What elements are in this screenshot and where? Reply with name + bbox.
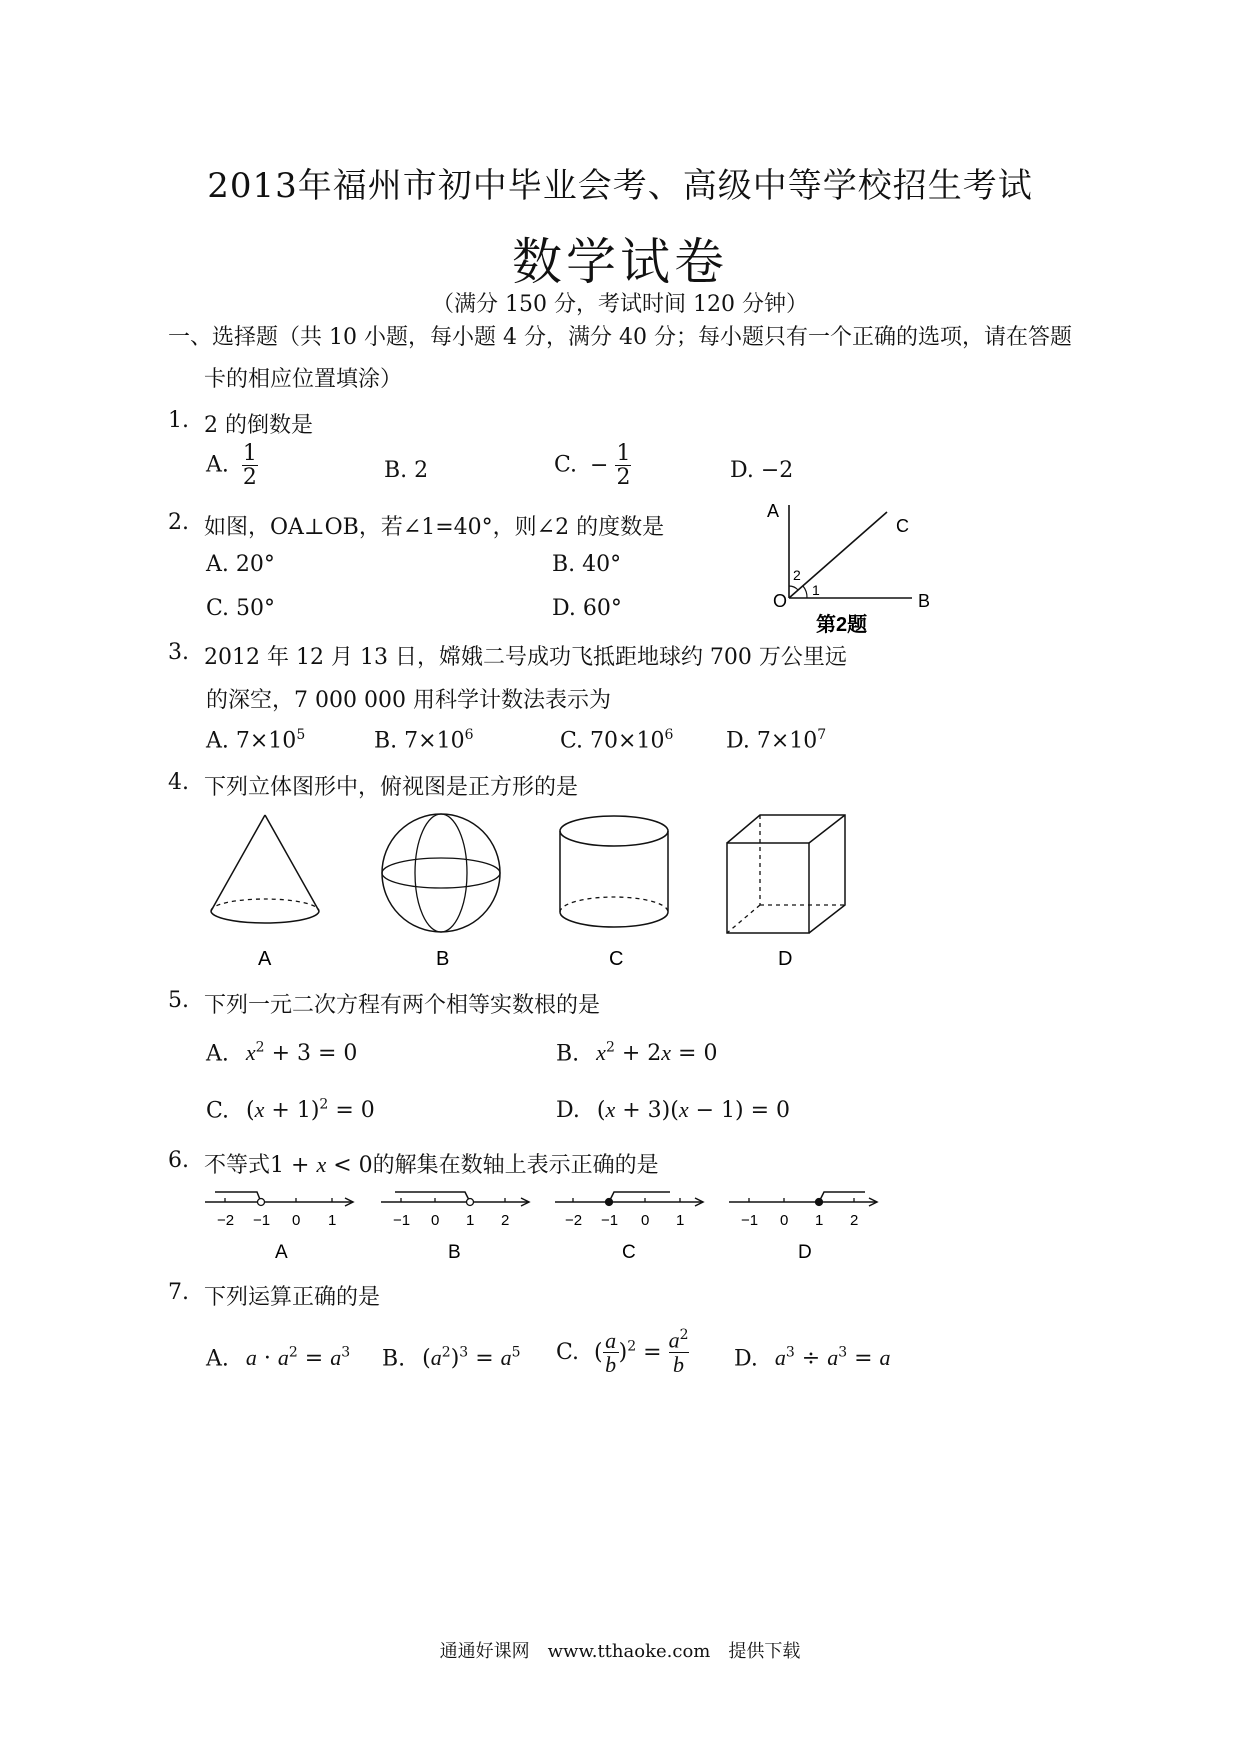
q3-option-d <box>726 727 826 753</box>
q3-a-exponent: 5 <box>296 727 306 743</box>
q7-option-c: C. ( $\frac{a}{b}$ )$^2$ = $\frac{a^2}{b}$ <box>556 1327 689 1378</box>
q1-a-label: A. <box>206 452 229 478</box>
subject-title: 数学试卷 <box>512 233 728 291</box>
tick-label: −1 <box>253 1212 271 1229</box>
q1-option-a <box>206 442 258 489</box>
q1-a-fraction <box>242 442 258 489</box>
number-line-b <box>381 1192 529 1263</box>
q7-option-a: A. $a \cdot a^2 = a^3$ <box>206 1345 351 1372</box>
q3-b-base: B. 7×10 <box>374 728 465 754</box>
section-heading-line2: 卡的相应位置填涂） <box>204 367 403 392</box>
q4-label-a: A <box>258 948 272 970</box>
q5-number: 5. <box>168 988 189 1013</box>
tick-label: 0 <box>431 1212 440 1229</box>
label-angle-2: 2 <box>793 567 801 583</box>
number-line-c <box>555 1192 703 1263</box>
q5-b-label: B. <box>556 1041 580 1067</box>
q2-option-b: B. 40° <box>552 552 622 577</box>
tick-label: −2 <box>565 1212 583 1229</box>
q6-stem: 不等式1 + x < 0的解集在数轴上表示正确的是 <box>204 1152 659 1178</box>
tick-label: −1 <box>601 1212 619 1229</box>
q1-c-fraction <box>615 442 631 489</box>
q3-option-c <box>560 727 673 753</box>
q4-label-d: D <box>778 948 793 970</box>
ray-oc <box>789 512 887 598</box>
q2-option-c: C. 50° <box>206 596 276 621</box>
cube-figure <box>727 815 845 933</box>
q2-number: 2. <box>168 510 189 535</box>
q7-option-b: B. $(a^2)^3 = a^5$ <box>382 1345 521 1372</box>
figure-caption: 第2题 <box>816 614 868 636</box>
q2-stem: 如图，OA⊥OB，若∠1=40°，则∠2 的度数是 <box>204 515 665 540</box>
exam-title: 2013年福州市初中毕业会考、高级中等学校招生考试 <box>207 166 1033 206</box>
sphere-figure <box>382 814 500 932</box>
tick-label: 2 <box>850 1212 859 1229</box>
exam-note: （满分 150 分，考试时间 120 分钟） <box>432 292 808 317</box>
q6-number: 6. <box>168 1148 189 1173</box>
label-b: B <box>918 591 931 611</box>
angle-2-arc <box>789 586 798 590</box>
q4-label-c: C <box>609 948 624 970</box>
tick-label: −1 <box>741 1212 759 1229</box>
q1-c-label: C. <box>554 452 578 478</box>
q4-solids-figure <box>195 805 895 975</box>
q1-option-c <box>554 442 631 489</box>
cone-figure <box>211 815 319 923</box>
tick-label: 1 <box>815 1212 824 1229</box>
q5-option-d: D. (x + 3)(x − 1) = 0 <box>556 1097 790 1123</box>
tick-label: 1 <box>676 1212 685 1229</box>
q6-label-c: C <box>622 1242 636 1263</box>
q2-option-d: D. 60° <box>552 596 622 621</box>
q5-option-b: B. $x^2 + 2x = 0$ <box>556 1040 718 1067</box>
q3-c-base: C. 70×10 <box>560 728 665 754</box>
q1-a-numerator: 1 <box>242 441 257 466</box>
tick-label: 0 <box>780 1212 789 1229</box>
q3-option-b <box>374 727 474 753</box>
tick-label: −1 <box>393 1212 411 1229</box>
q6-number-lines <box>195 1180 915 1270</box>
tick-label: 2 <box>501 1212 510 1229</box>
q1-c-numerator: 1 <box>616 441 631 466</box>
tick-label: 0 <box>292 1212 301 1229</box>
q7-c-label: C. <box>556 1339 580 1365</box>
tick-label: 1 <box>466 1212 475 1229</box>
tick-label: −2 <box>217 1212 235 1229</box>
q1-option-b: B. 2 <box>384 458 429 483</box>
q7-a-label: A. <box>206 1346 229 1372</box>
q7-number: 7. <box>168 1280 189 1305</box>
footer-source: 通通好课网 www.tthaoke.com 提供下载 <box>439 1641 801 1662</box>
q1-stem: 2 的倒数是 <box>204 413 313 438</box>
q1-option-d: D. −2 <box>730 458 794 483</box>
q5-c-label: C. <box>206 1098 230 1124</box>
q5-d-label: D. <box>556 1098 580 1123</box>
q4-label-b: B <box>436 948 450 970</box>
q4-number: 4. <box>168 770 189 795</box>
q3-option-a <box>206 727 305 753</box>
q6-stem-post: 的解集在数轴上表示正确的是 <box>372 1153 659 1178</box>
q1-c-denominator: 2 <box>616 465 631 491</box>
number-line-d <box>729 1192 877 1263</box>
q5-option-a: A. $x^2 + 3 = 0$ <box>206 1040 358 1067</box>
section-heading-line1: 一、选择题（共 10 小题，每小题 4 分，满分 40 分；每小题只有一个正确的选项，请在答题 <box>168 325 1072 350</box>
q5-stem: 下列一元二次方程有两个相等实数根的是 <box>204 993 601 1018</box>
q3-b-exponent: 6 <box>464 727 474 743</box>
q3-number: 3. <box>168 640 189 665</box>
q7-stem: 下列运算正确的是 <box>204 1285 381 1310</box>
q3-a-base: A. 7×10 <box>206 728 297 754</box>
label-a: A <box>767 501 780 521</box>
q7-b-label: B. <box>382 1346 406 1372</box>
q2-figure <box>760 495 950 645</box>
tick-label: 1 <box>328 1212 337 1229</box>
q5-option-c: C. $(x + 1)^2 = 0$ <box>206 1097 375 1124</box>
q3-stem-line2: 的深空，7 000 000 用科学计数法表示为 <box>206 688 611 713</box>
label-o: O <box>773 591 788 611</box>
q7-option-d: D. $a^3 \div a^3 = a$ <box>734 1345 891 1372</box>
q6-stem-pre: 不等式 <box>204 1153 271 1178</box>
tick-label: 0 <box>641 1212 650 1229</box>
angle-1-arc <box>803 586 807 598</box>
q6-label-d: D <box>798 1242 812 1263</box>
q4-stem: 下列立体图形中，俯视图是正方形的是 <box>204 775 579 800</box>
cylinder-figure <box>560 816 668 927</box>
label-c: C <box>896 516 909 536</box>
label-angle-1: 1 <box>812 582 820 598</box>
q2-option-a: A. 20° <box>206 552 275 577</box>
q3-c-exponent: 6 <box>664 727 674 743</box>
q1-a-denominator: 2 <box>242 465 257 491</box>
q1-number: 1. <box>168 408 189 433</box>
q3-d-exponent: 7 <box>817 727 827 743</box>
q1-c-sign: − <box>590 452 609 478</box>
number-line-a <box>205 1192 353 1263</box>
q3-d-base: D. 7×10 <box>726 728 818 754</box>
q5-a-label: A. <box>206 1041 229 1067</box>
q7-d-label: D. <box>734 1346 758 1372</box>
q6-label-b: B <box>448 1242 461 1263</box>
q3-stem-line1: 2012 年 12 月 13 日，嫦娥二号成功飞抵距地球约 700 万公里远 <box>204 645 847 670</box>
q6-label-a: A <box>275 1242 288 1263</box>
